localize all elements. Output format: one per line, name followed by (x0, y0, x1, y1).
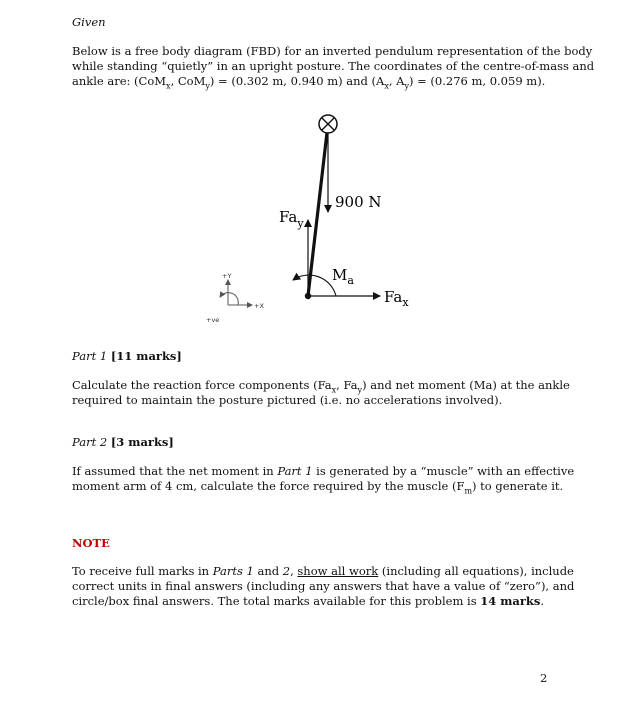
part1-text: ) and net moment (Ma) at the ankle (362, 378, 570, 392)
part2-text: is generated by a “muscle” with an effective (312, 464, 575, 478)
note-line-3 (72, 594, 544, 609)
subscript: y (357, 385, 363, 395)
note-text: circle/box final answers. The total marks available for this problem is (72, 594, 481, 608)
intro-text: , CoM (170, 74, 206, 88)
part1-heading (72, 349, 182, 364)
page-number: 2 (540, 671, 548, 685)
subscript: m (464, 486, 473, 496)
part1-text: , Fa (336, 378, 358, 392)
part2-text: Part 1 (277, 464, 313, 478)
subscript: y (404, 81, 409, 91)
part2-heading (72, 435, 174, 450)
subscript: x (166, 81, 171, 91)
intro-line-1: Below is a free body diagram (FBD) for an inverted pendulum representation of the body (72, 44, 593, 58)
part2-line-1 (72, 464, 574, 479)
axis-y-label: +Y (222, 272, 232, 280)
intro-text: ankle are: (CoM (72, 74, 167, 88)
note-line-2: correct units in final answers (including any answers that have a value of “zero”), and (72, 579, 575, 593)
axis-ve-label: +ve (206, 316, 220, 324)
part2-text: ) to generate it. (472, 479, 564, 493)
note-text: 2 (282, 564, 291, 578)
part1-title: Part 1 (72, 349, 108, 363)
note-text: . (540, 594, 545, 608)
part2-text: If assumed that the net moment in (72, 464, 278, 478)
total-marks: 14 marks (480, 594, 541, 608)
note-text: To receive full marks in (72, 564, 213, 578)
subscript: x (384, 81, 389, 91)
intro-text: , A (388, 74, 405, 88)
part2-marks: [3 marks] (110, 435, 174, 449)
intro-text: ) = (0.276 m, 0.059 m). (409, 74, 546, 88)
note-text: , (290, 564, 298, 578)
fay-label: $Fa_y$ (279, 208, 304, 230)
note-text: (including all equations), include (378, 564, 574, 578)
intro-text: ) = (0.302 m, 0.940 m) and (A (209, 74, 385, 88)
part1-marks: [11 marks] (110, 349, 182, 363)
intro-line-2: while standing “quietly” in an upright posture. The coordinates of the centre-of-mass and (72, 59, 595, 73)
part1-text: Calculate the reaction force components (Fa (72, 378, 332, 392)
sign-convention (206, 272, 264, 324)
part2-text: moment arm of 4 cm, calculate the force required by the muscle (F (72, 479, 465, 493)
fax-label: $Fa_x$ (384, 288, 409, 309)
part2-line-2 (72, 479, 563, 499)
moment-arc (293, 275, 336, 296)
note-line-1 (72, 564, 574, 579)
axis-x-label: +X (254, 302, 264, 310)
subscript: x (331, 385, 337, 395)
note-text: Parts 1 (212, 564, 254, 578)
note-heading: NOTE (72, 536, 110, 550)
part2-title: Part 2 (72, 435, 108, 449)
ma-label: $M_a$ (332, 266, 354, 287)
pendulum-rod (308, 124, 328, 296)
note-text: and (253, 564, 283, 578)
center-of-mass-icon (319, 115, 337, 133)
subscript: y (205, 81, 210, 91)
given-heading: Given (72, 15, 106, 29)
note-emphasis: show all work (297, 564, 379, 578)
part1-line-2: required to maintain the posture pictured (i.e. no accelerations involved). (72, 393, 503, 407)
free-body-diagram (0, 0, 621, 340)
weight-label: 900 N (335, 193, 382, 211)
